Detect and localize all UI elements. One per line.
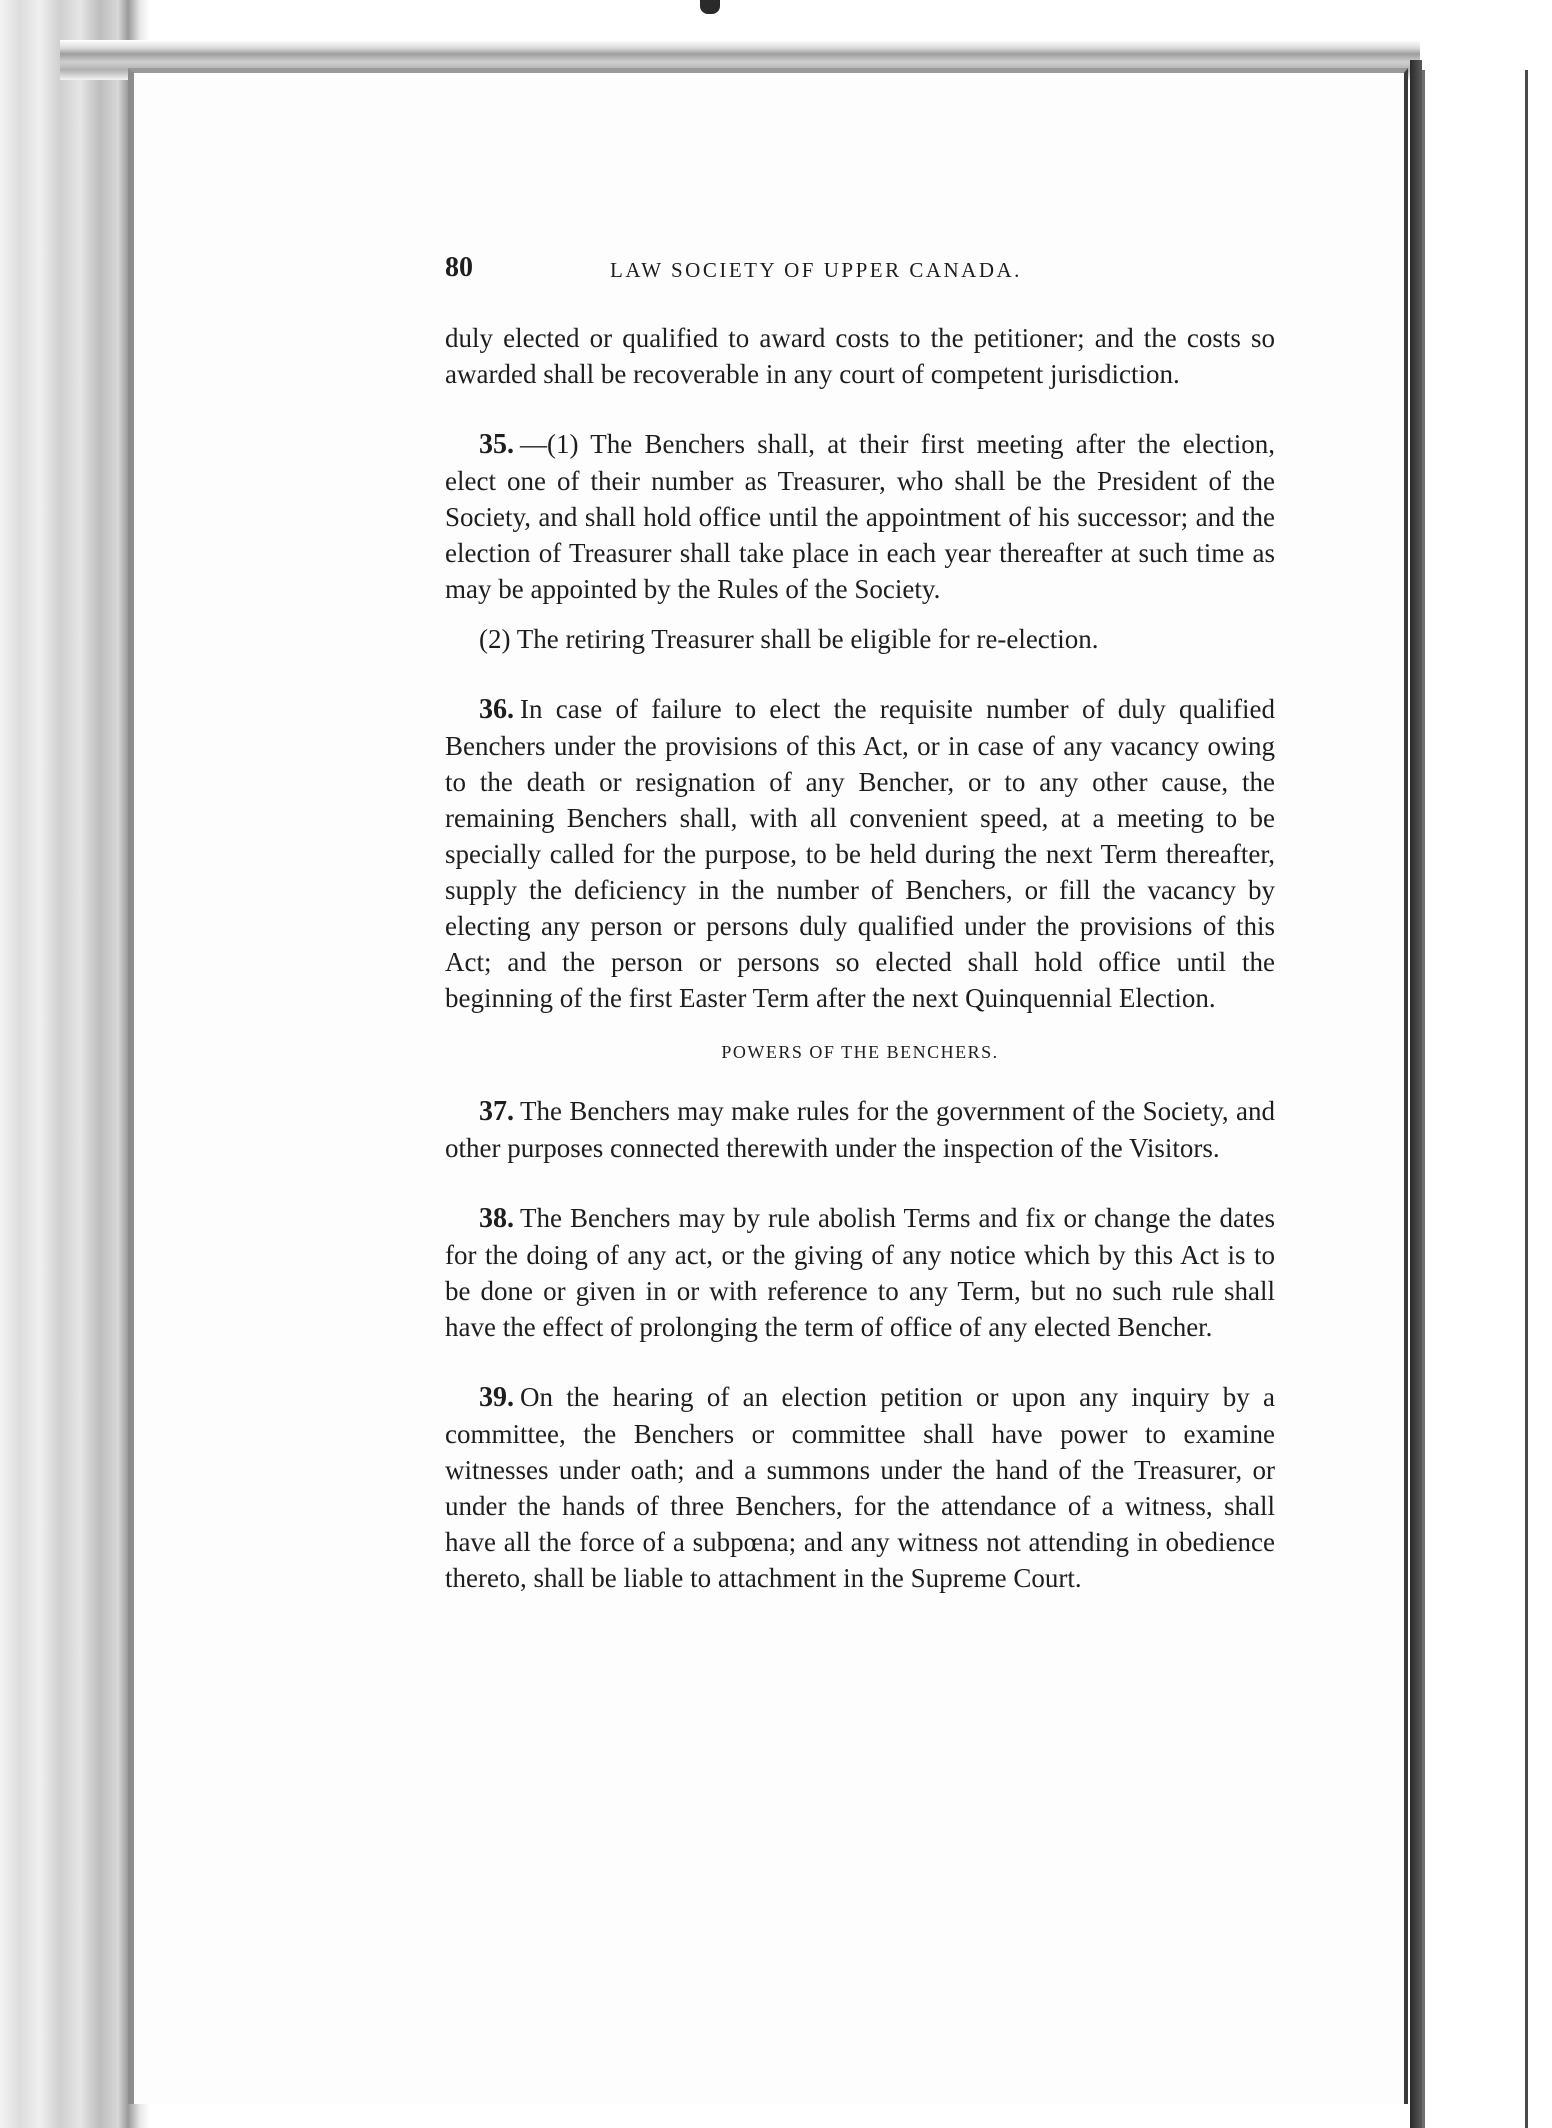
section-37-text: The Benchers may make rules for the government of the Society, and other purposes connected therewith under the inspection of the Visitors.	[445, 1096, 1275, 1163]
paragraph-continued: duly elected or qualified to award costs to the petitioner; and the costs so awarded shall be recoverable in any court of competent jurisdiction.	[445, 323, 1275, 389]
facing-page-edge	[1525, 70, 1528, 2128]
section-gap	[445, 671, 1275, 691]
section-gap	[445, 1180, 1275, 1200]
section-gap	[445, 1359, 1275, 1379]
ink-blot	[700, 0, 720, 14]
section-number-35: 35.	[479, 429, 514, 460]
section-39	[445, 1379, 1275, 1596]
section-heading: POWERS OF THE BENCHERS.	[721, 1042, 999, 1062]
section-38	[445, 1200, 1275, 1345]
section-37	[445, 1093, 1275, 1166]
section-35-subsection-1	[445, 426, 1275, 607]
section-number-36: 36.	[479, 694, 514, 725]
section-number-38: 38.	[479, 1203, 514, 1234]
section-38-text: The Benchers may by rule abolish Terms and fix or change the dates for the doing of any act, or the giving of any notice which by this Act is to be done or given in or with reference to any Term, but no such rule shall have the effect of prolonging the term of office of any elected Bencher.	[445, 1203, 1275, 1342]
section-gap	[445, 406, 1275, 426]
section-36-text: In case of failure to elect the requisite number of duly qualified Benchers under the provisions of this Act, or in case of any vacancy owing to the death or resignation of any Bencher, or to any other cause, the remaining Benchers shall, with all convenient speed, at a meeting to be specially called for the purpose, to be held during the next Term thereafter, supply the deficiency in the number of Benchers, or fill the vacancy by electing any person or persons duly qualified under the provisions of this Act; and the person or persons so elected shall hold office until the beginning of the first Easter Term after the next Quinquennial Election.	[445, 694, 1275, 1013]
book-gutter	[1410, 60, 1422, 2128]
page-number: 80	[445, 252, 473, 283]
section-35-subsection-2: (2) The retiring Treasurer shall be eligible for re-election.	[479, 624, 1099, 654]
running-title: LAW SOCIETY OF UPPER CANADA.	[610, 258, 1022, 282]
section-number-37: 37.	[479, 1096, 514, 1127]
section-number-39: 39.	[479, 1382, 514, 1413]
section-39-text: On the hearing of an election petition or upon any inquiry by a committee, the Benchers or committee shall have power to examine witnesses under oath; and a summons under the hand of the Treasurer, or under the hands of three Benchers, for the attendance of a witness, shall have all the force of a subpœna; and any witness not attending in obedience thereto, shall be liable to attachment in the Supreme Court.	[445, 1382, 1275, 1593]
page-content	[445, 252, 1275, 1610]
facing-page	[1422, 70, 1552, 2128]
section-35-text: —(1) The Benchers shall, at their first meeting after the election, elect one of their number as Treasurer, who shall be the President of the Society, and shall hold office until the appointment of his successor; and the election of Treasurer shall take place in each year thereafter at such time as may be appointed by the Rules of the Society.	[445, 429, 1275, 604]
section-36	[445, 691, 1275, 1016]
running-head	[445, 252, 1275, 292]
